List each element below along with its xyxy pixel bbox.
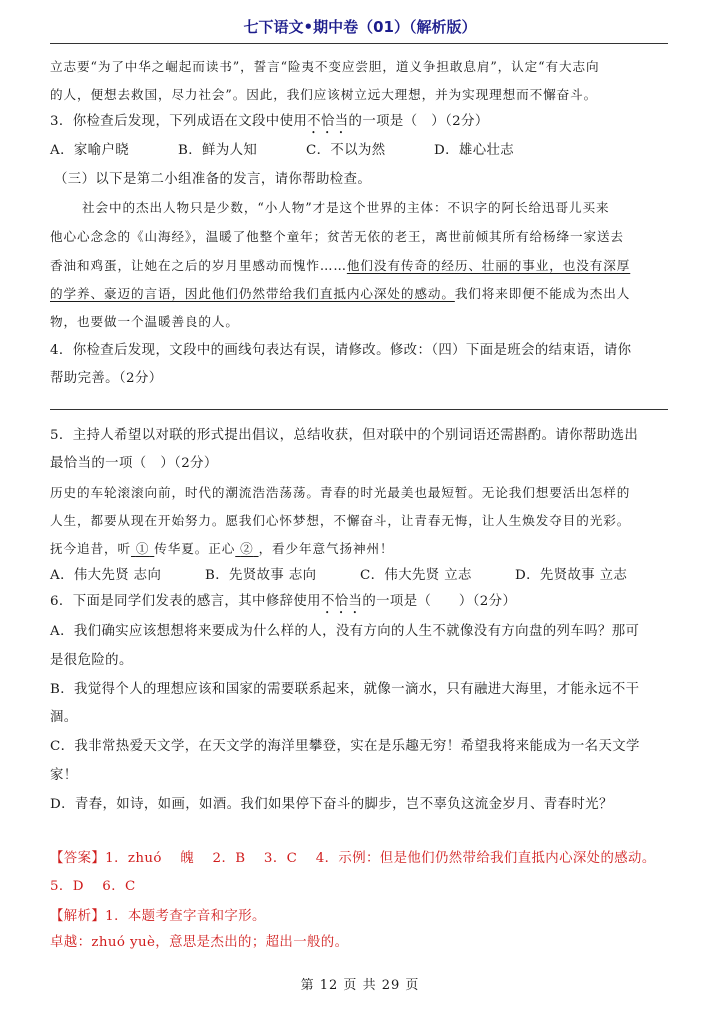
passage2-line-3-text: 香油和鸡蛋，让她在之后的岁月里感动而愧怍……	[50, 258, 347, 273]
blank-1: ①	[135, 541, 150, 556]
underlined-sentence-part-2: 的学养、豪迈的言语，因此他们仍然带给我们直抵内心深处的感动。	[50, 286, 455, 301]
analysis-line-2: 卓越：zhuó yuè，意思是杰出的；超出一般的。	[50, 935, 349, 950]
couplet-part-b: 传华夏。正心	[154, 541, 236, 556]
passage2-line-4	[50, 284, 670, 304]
q6-option-c-line-1: C．我非常热爱天文学，在天文学的海洋里攀登，实在是乐趣无穷！希望我将来能成为一名天文学	[50, 739, 640, 754]
passage1-line-1: 立志要“为了中华之崛起而读书”，誓言“险夷不变应尝胆，道义争担敢息肩”，认定“有大志向	[50, 59, 600, 74]
question-4-line-1: 4．你检查后发现，文段中的画线句表达有误，请修改。修改：（四）下面是班会的结束语，请你	[50, 343, 632, 358]
page-header-title: 七下语文•期中卷（01）（解析版）	[243, 18, 477, 36]
q5-option-d: D．先贤故事 立志	[515, 568, 628, 583]
q3-option-d: D．雄心壮志	[434, 143, 515, 158]
header-divider	[50, 43, 668, 44]
q6-option-a-line-2: 是很危险的。	[50, 653, 133, 668]
underlined-sentence-part-1: 他们没有传奇的经历、壮丽的事业，也没有深厚	[346, 258, 631, 273]
q5-option-c: C．伟大先贤 立志	[360, 568, 472, 583]
question-5-text-1: 历史的车轮滚滚向前，时代的潮流浩浩荡荡。青春的时光最美也最短暂。无论我们想要活出怎样的	[50, 485, 631, 500]
q6-option-c-line-2: 家！	[50, 768, 78, 783]
page-number: 第 12 页 共 29 页	[300, 978, 420, 993]
q3-stem-tail: 的一项是（ ）（2分）	[348, 114, 489, 129]
q6-stem-text: 6．下面是同学们发表的感言，其中修辞使用	[50, 594, 321, 609]
passage2-line-1: 社会中的杰出人物只是少数，“小人物”才是这个世界的主体：不识字的阿长给迅哥儿买来	[82, 200, 610, 215]
question-4-line-2: 帮助完善。（2分）	[50, 371, 163, 386]
q6-option-a-line-1: A．我们确实应该想想将来要成为什么样的人，没有方向的人生不就像没有方向盘的列车吗？那可	[50, 624, 640, 639]
q3-option-c: C．不以为然	[306, 143, 386, 158]
question-3-options	[50, 141, 670, 161]
q6-option-b-line-2: 涸。	[50, 710, 78, 725]
couplet-part-c: ，看少年意气扬神州！	[258, 541, 394, 556]
q6-stem-tail: 的一项是（ ）（2分）	[362, 594, 517, 609]
blank-2: ②	[240, 541, 254, 556]
q6-option-b-line-1: B．我觉得个人的理想应该和国家的需要联系起来，就像一滴水，只有融进大海里，才能永远不干	[50, 682, 640, 697]
answer-line-1: 【答案】1．zhuó 魄 2．B 3．C 4．示例：但是他们仍然带给我们直抵内心深处的感动。	[50, 851, 656, 866]
passage2-line-4-tail: 我们将来即便不能成为杰出人	[454, 286, 631, 301]
question-5-couplet	[50, 539, 670, 559]
question-5-stem-2: 最恰当的一项（ ）（2分）	[50, 456, 218, 471]
passage1-line-2: 的人，便想去救国，尽力社会”。因此，我们应该树立远大理想，并为实现理想而不懈奋斗。	[50, 87, 598, 102]
question-5-stem-1: 5．主持人希望以对联的形式提出倡议，总结收获，但对联中的个别词语还需斟酌。请你帮助选出	[50, 428, 639, 443]
couplet-part-a: 抚今追昔，听	[50, 541, 131, 556]
q3-option-b: B．鲜为人知	[178, 143, 258, 158]
passage2-line-2: 他心心念念的《山海经》，温暖了他整个童年；贫苦无依的老王，离世前倾其所有给杨绛一家送去	[50, 229, 624, 244]
answer-blank-line	[50, 409, 668, 410]
q6-option-d: D．青春，如诗，如画，如酒。我们如果停下奋斗的脚步，岂不辜负这流金岁月、青春时光？	[50, 797, 613, 812]
question-6-stem	[50, 592, 670, 617]
q6-emphasis: 不恰当	[320, 594, 363, 609]
q3-option-a: A．家喻户晓	[50, 143, 130, 158]
passage2-line-5: 物，也要做一个温暖善良的人。	[50, 314, 239, 329]
question-5-options	[50, 566, 670, 586]
analysis-line-1: 【解析】1．本题考查字音和字形。	[50, 909, 266, 924]
section-3-heading: （三）以下是第二小组准备的发言，请你帮助检查。	[54, 172, 372, 187]
q3-stem-text: 3．你检查后发现，下列成语在文段中使用	[50, 114, 308, 129]
question-5-text-2: 人生，都要从现在开始努力。愿我们心怀梦想，不懈奋斗，让青春无悔，让人生焕发夺目的光彩。	[50, 513, 631, 528]
q5-option-a: A．伟大先贤 志向	[50, 568, 162, 583]
passage2-line-3	[50, 256, 670, 276]
q3-emphasis: 不恰当	[307, 114, 349, 129]
q5-option-b: B．先贤故事 志向	[205, 568, 317, 583]
question-3-stem	[50, 112, 670, 137]
answer-line-2: 5．D 6．C	[50, 879, 136, 894]
